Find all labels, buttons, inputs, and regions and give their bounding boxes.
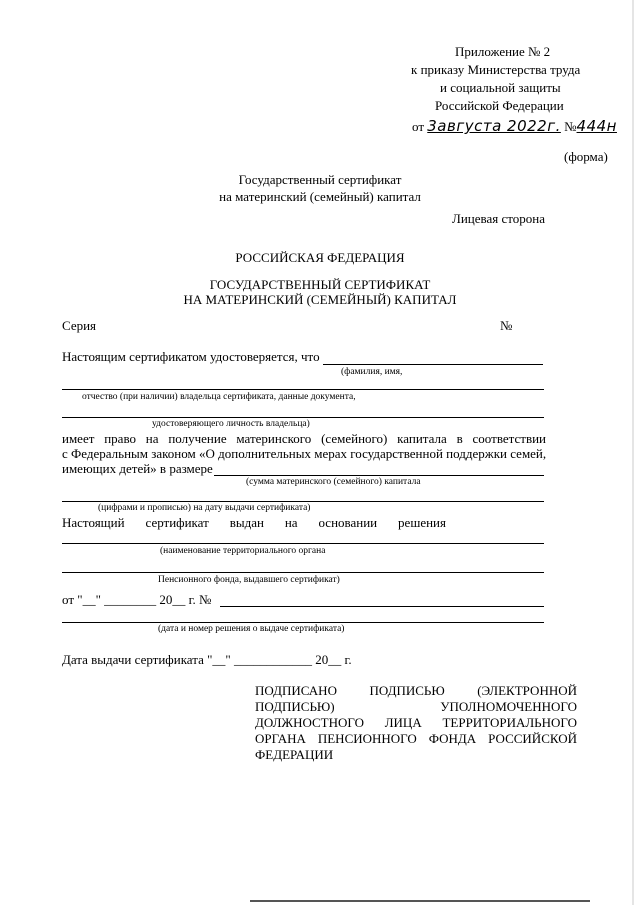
ot-label: от [412, 119, 425, 134]
right-line-2: с Федеральным законом «О дополнительных мерах государственной поддержки семей, [62, 446, 547, 461]
doc-title-line-2: на материнский (семейный) капитал [219, 189, 421, 204]
cert-title-line-2: НА МАТЕРИНСКИЙ (СЕМЕЙНЫЙ) КАПИТАЛ [183, 292, 457, 307]
forma-label: (форма) [564, 149, 608, 164]
right-line-3: имеющих детей» в размере [62, 461, 213, 476]
decision-row: от "__" ________ 20__ г. № [62, 592, 212, 607]
hint-words: (цифрами и прописью) на дату выдачи сертификата) [98, 503, 311, 513]
appendix-line-4: Российской Федерации [435, 98, 564, 113]
doc-title-line-1: Государственный сертификат [238, 172, 402, 187]
country-heading: РОССИЙСКАЯ ФЕДЕРАЦИЯ [235, 250, 405, 265]
sum-words-line [62, 501, 544, 502]
hint-name: (фамилия, имя, [341, 367, 403, 377]
patronymic-line [62, 389, 544, 390]
issued-word: на [284, 515, 298, 530]
hint-decision: (дата и номер решения о выдаче сертификата) [158, 624, 345, 634]
identity-line [62, 417, 544, 418]
issued-word: выдан [229, 515, 264, 530]
issued-word: сертификат [145, 515, 209, 530]
signature-block: ПОДПИСАНО ПОДПИСЬЮ (ЭЛЕКТРОННОЙ ПОДПИСЬЮ) УПОЛНОМОЧЕННОГО ДОЛЖНОСТНОГО ЛИЦА ТЕРРИТОРИАЛЬНОГО ОРГАНА ПЕНСИОННОГО ФОНДА РОССИЙСКОЙ ФЕДЕРАЦИИ [255, 683, 577, 762]
handwritten-date: 3августа 2022г. [427, 117, 561, 135]
number-sign: № [564, 119, 577, 134]
appendix-line-3: и социальной защиты [440, 80, 561, 95]
appendix-line-1: Приложение № 2 [455, 44, 551, 59]
issued-basis-row [62, 515, 446, 531]
decision-extra-line [62, 622, 544, 623]
right-line-1: имеет право на получение материнского (семейного) капитала в соответствии [62, 431, 546, 446]
org-line-2 [62, 572, 544, 573]
issued-word: решения [398, 515, 446, 530]
page-edge-mark [250, 900, 590, 902]
hint-patronymic: отчество (при наличии) владельца сертификата, данные документа, [82, 392, 356, 402]
scan-edge [632, 0, 634, 905]
cert-title-line-1: ГОСУДАРСТВЕННЫЙ СЕРТИФИКАТ [209, 277, 431, 292]
certify-text: Настоящим сертификатом удостоверяется, что [62, 349, 320, 364]
hint-org-2: Пенсионного фонда, выдавшего сертификат) [158, 575, 340, 585]
appendix-line-2: к приказу Министерства труда [411, 62, 581, 77]
side-label: Лицевая сторона [452, 211, 545, 226]
hint-org-1: (наименование территориального органа [160, 546, 326, 556]
order-date-row [412, 117, 617, 135]
issued-word: основании [318, 515, 378, 530]
org-line-1 [62, 543, 544, 544]
name-line [323, 364, 543, 365]
issue-date-row: Дата выдачи сертификата "__" ____________ 20__ г. [62, 652, 352, 667]
hint-identity: удостоверяющего личность владельца) [152, 419, 310, 429]
series-label: Серия [62, 318, 97, 333]
hint-sum: (сумма материнского (семейного) капитала [246, 477, 421, 487]
number-label: № [500, 318, 513, 333]
decision-number-line [220, 606, 544, 607]
handwritten-number: 444н [576, 117, 617, 135]
issued-word: Настоящий [62, 515, 125, 530]
sum-line [214, 475, 544, 476]
